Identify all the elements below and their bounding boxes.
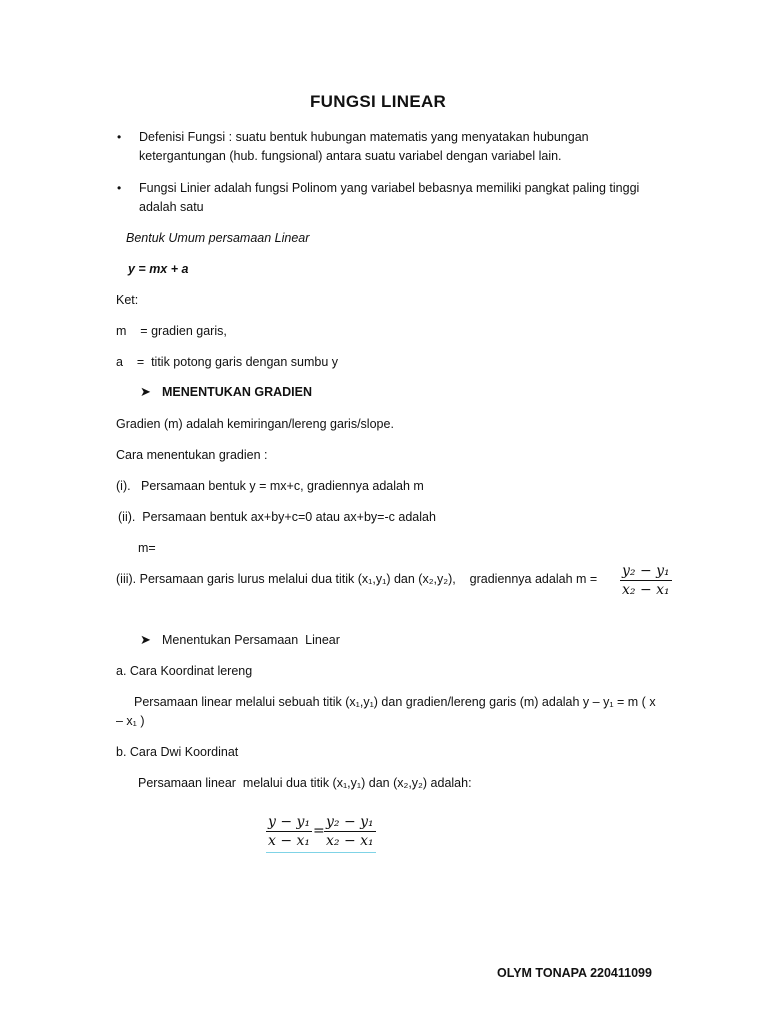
fraction-bar <box>324 831 376 832</box>
fraction-denominator: x₂ − x₁ <box>326 833 374 849</box>
cara-a-heading: a. Cara Koordinat lereng <box>116 664 253 678</box>
cara-a-text-line2: – x₁ ) <box>116 714 145 728</box>
equation-right-fraction <box>324 814 376 849</box>
bentuk-umum-label: Bentuk Umum persamaan Linear <box>126 231 310 245</box>
fraction-bar <box>620 580 672 581</box>
fraction-denominator: x − x₁ <box>268 833 311 849</box>
section-heading-gradien: MENENTUKAN GRADIEN <box>162 385 312 399</box>
cara-a-text-line1: Persamaan linear melalui sebuah titik (x₁,y₁) dan gradien/lereng garis (m) adalah y – y₁ = m ( x <box>134 695 656 709</box>
fraction-numerator: y₂ − y₁ <box>326 814 374 830</box>
gradient-fraction <box>620 563 672 598</box>
page-title: FUNGSI LINEAR <box>310 92 447 111</box>
cara-menentukan-label: Cara menentukan gradien : <box>116 448 268 462</box>
ket-a: a = titik potong garis dengan sumbu y <box>116 355 339 369</box>
arrow-bullet-icon: ➤ <box>140 384 151 399</box>
fraction-bar <box>266 831 312 832</box>
equation-left-fraction <box>266 814 312 849</box>
fraction-denominator: x₂ − x₁ <box>622 582 670 598</box>
ket-label: Ket: <box>116 293 139 307</box>
bullet-icon: • <box>117 181 122 195</box>
equation-underline <box>266 852 376 853</box>
cara-b-text: Persamaan linear melalui dua titik (x₁,y₁) dan (x₂,y₂) adalah: <box>138 776 472 790</box>
bullet-fungsi-linier: Fungsi Linier adalah fungsi Polinom yang variabel bebasnya memiliki pangkat paling tinggi adalah satu <box>139 181 640 214</box>
footer-author: OLYM TONAPA 220411099 <box>497 966 652 980</box>
case-ii: (ii). Persamaan bentuk ax+by+c=0 atau ax+by=-c adalah <box>118 510 436 524</box>
bullet-icon: • <box>117 130 122 144</box>
fraction-numerator: y − y₁ <box>268 814 311 830</box>
ket-m: m = gradien garis, <box>116 324 227 338</box>
fraction-numerator: y₂ − y₁ <box>622 563 670 579</box>
arrow-bullet-icon: ➤ <box>140 632 151 647</box>
cara-b-heading: b. Cara Dwi Koordinat <box>116 745 239 759</box>
m-equals: m= <box>138 541 156 555</box>
bentuk-umum-formula: y = mx + a <box>128 262 189 276</box>
gradien-definition: Gradien (m) adalah kemiringan/lereng garis/slope. <box>116 417 394 431</box>
case-iii: (iii). Persamaan garis lurus melalui dua titik (x₁,y₁) dan (x₂,y₂), gradiennya adalah m = <box>116 572 598 586</box>
section-heading-persamaan: Menentukan Persamaan Linear <box>162 633 340 647</box>
case-i: (i). Persamaan bentuk y = mx+c, gradiennya adalah m <box>116 479 424 493</box>
bullet-definisi-fungsi: Defenisi Fungsi : suatu bentuk hubungan matematis yang menyatakan hubungan ketergantungan (hub. fungsional) antara suatu variabel dengan variabel lain. <box>139 130 589 163</box>
equation-equals: = <box>313 823 325 839</box>
